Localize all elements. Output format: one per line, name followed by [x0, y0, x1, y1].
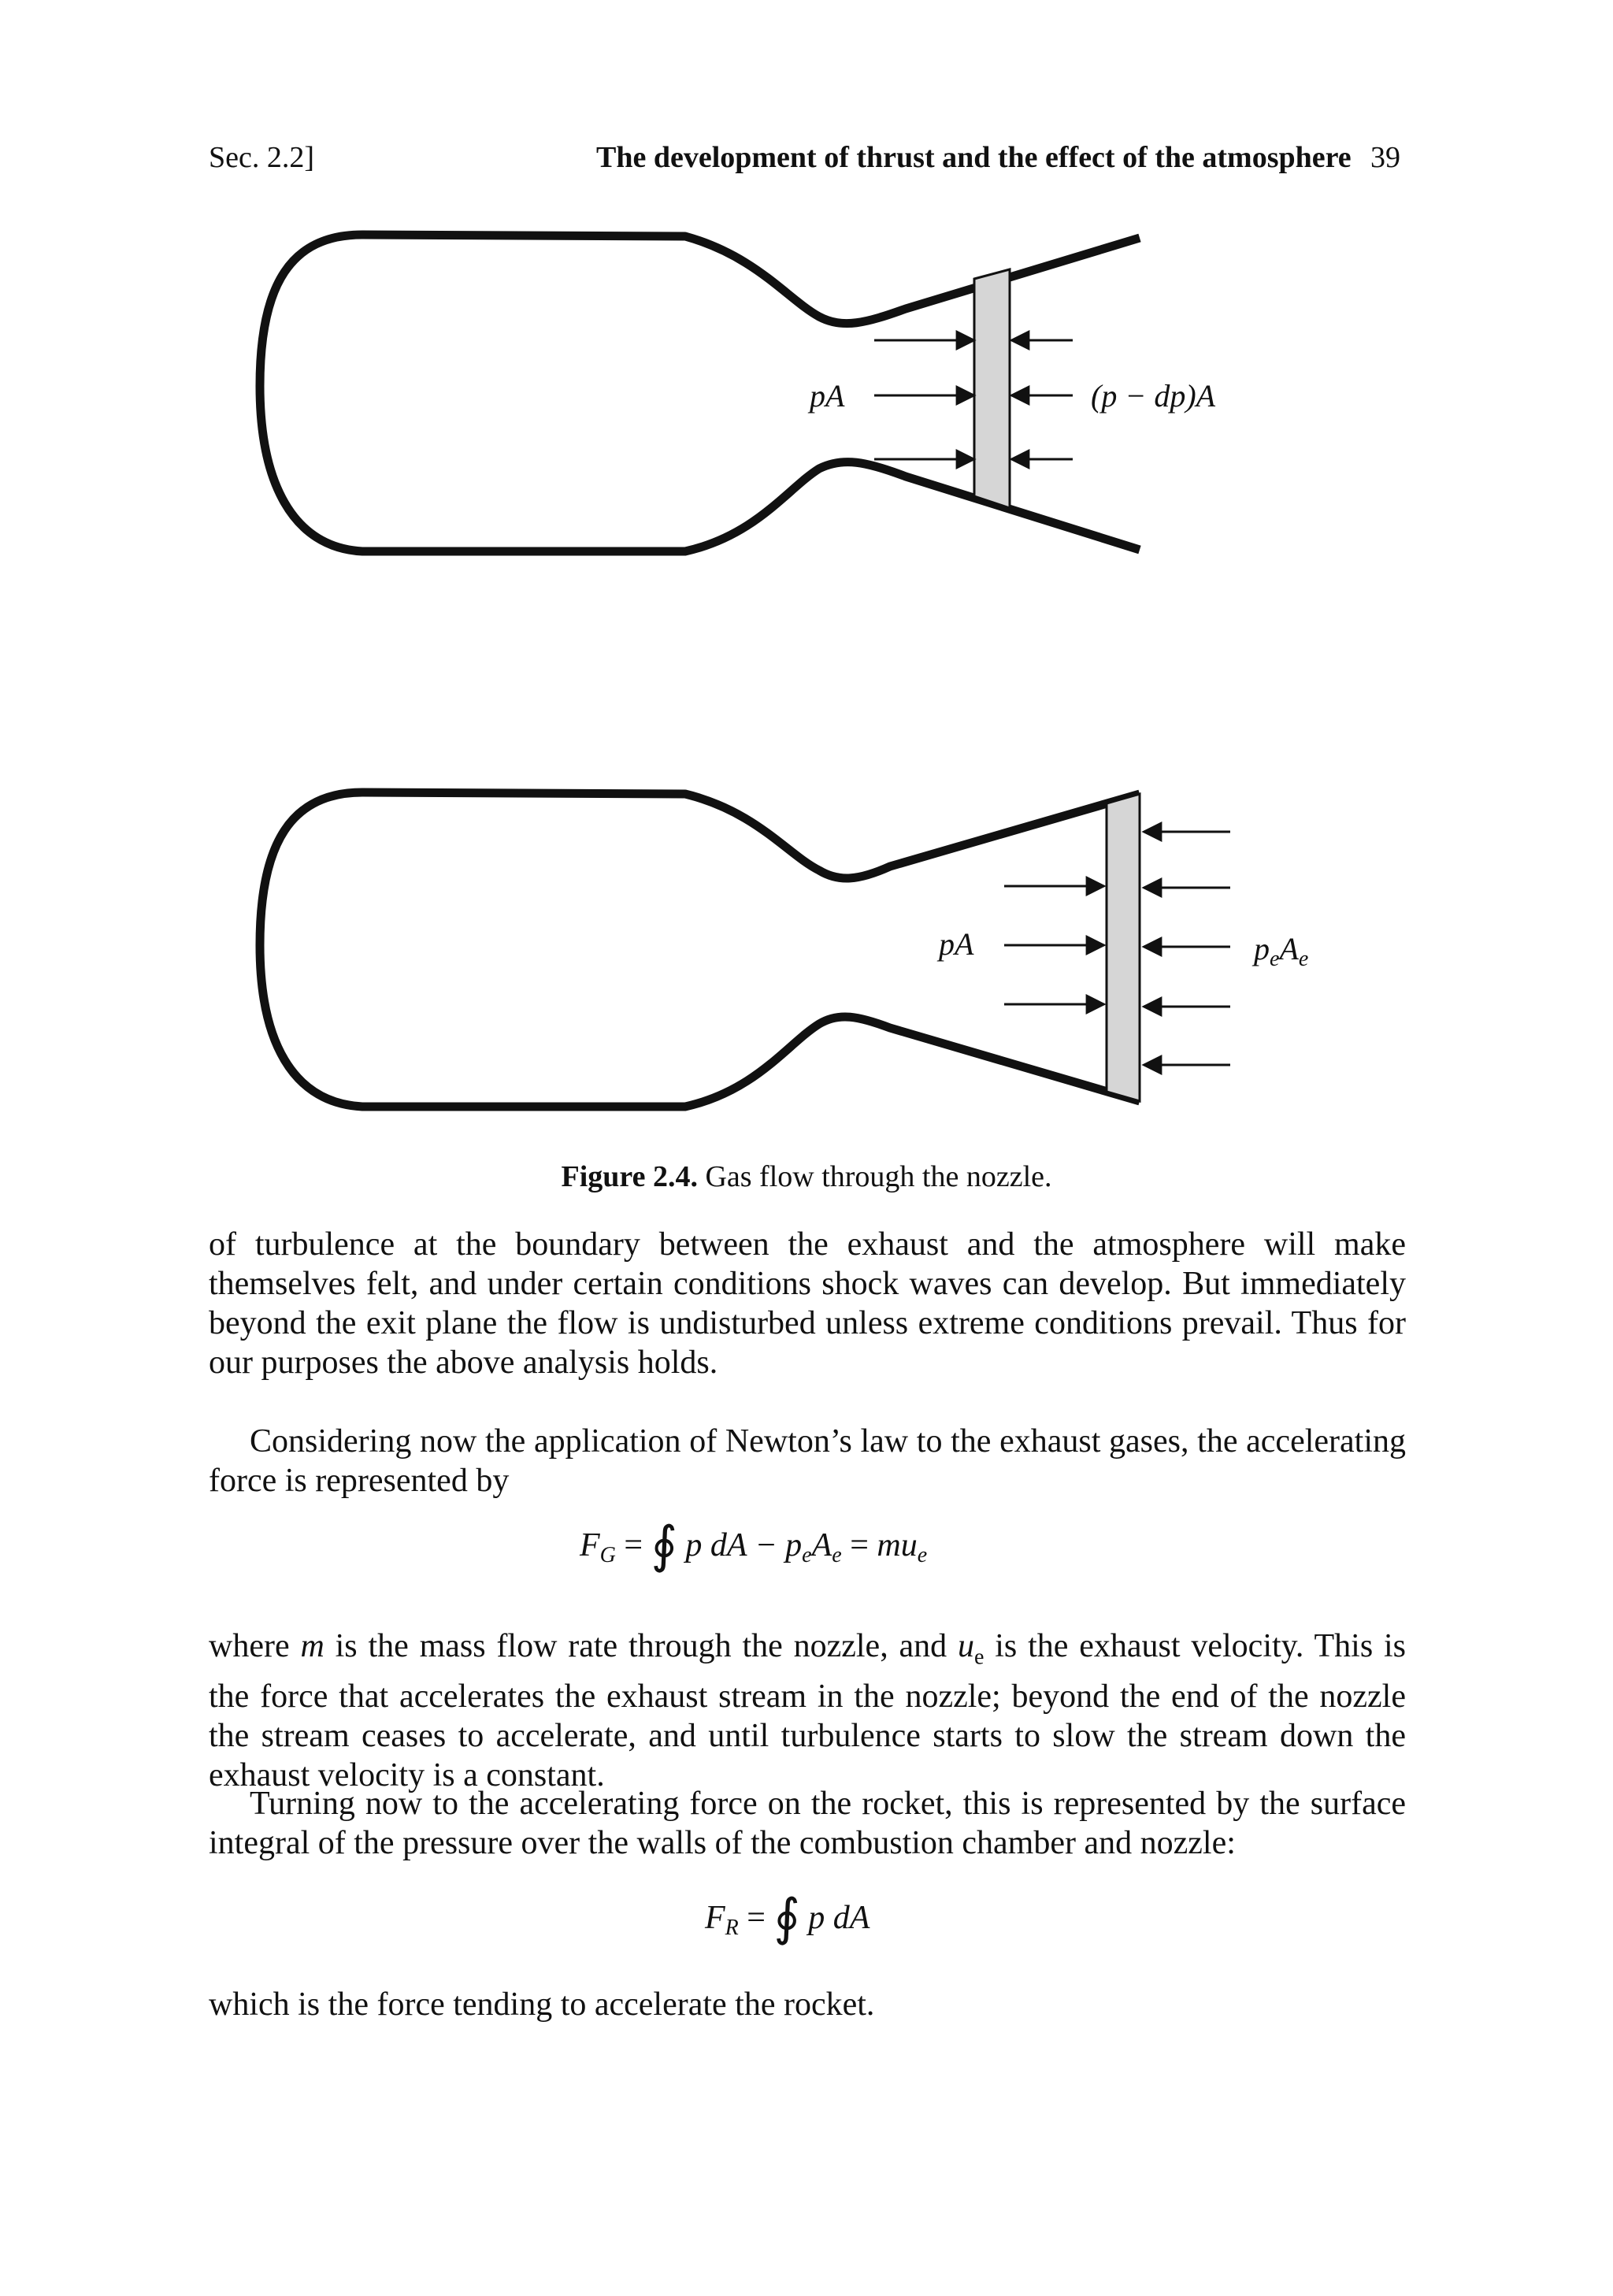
paragraph-2: [209, 1422, 1406, 1500]
top-nozzle-diagram: [260, 235, 1216, 551]
bottom-nozzle-diagram: [260, 792, 1308, 1107]
paragraph-3: [209, 1626, 1406, 1795]
contour-integral-symbol-2: ∮: [773, 1890, 800, 1945]
paragraph-5: [209, 1985, 1406, 2024]
running-header-section: Sec. 2.2]: [209, 141, 315, 174]
bottom-label-peAe: $p_eA_e$: [1254, 931, 1309, 971]
equation-thrust-rocket: $F_R$ = ∮ p dA: [705, 1890, 870, 1945]
paragraph-2-text: Considering now the application of Newton’s law to the exhaust gases, the accelerating force is represented by: [209, 1423, 1406, 1499]
bottom-exit-plane-volume: [1107, 794, 1140, 1101]
paragraph-5-text: which is the force tending to accelerate the rocket.: [209, 1986, 875, 2023]
equation-thrust-gas: $F_G$ = ∮ p dA − $p_eA_e = mu_e$: [580, 1517, 928, 1573]
paragraph-1: [209, 1225, 1406, 1382]
top-label-pA: pA: [810, 378, 845, 414]
paragraph-1-text: of turbulence at the boundary between the exhaust and the atmosphere will make themselves felt, and under certain conditions shock waves can develop. But immediately beyond the exit plane the flow is undisturbed unless extreme conditions prevail. Thus for our purposes the above analysis holds.: [209, 1226, 1406, 1381]
top-control-volume: [974, 269, 1010, 508]
running-header-title: The development of thrust and the effect of the atmosphere: [596, 141, 1352, 174]
bottom-label-pA: pA: [939, 926, 974, 962]
page-number: 39: [1370, 141, 1400, 174]
contour-integral-symbol: ∮: [651, 1517, 677, 1573]
top-label-p-minus-dp-A: (p − dp)A: [1091, 378, 1216, 414]
paragraph-3-text: where m is the mass flow rate through the nozzle, and $u_e$ is the exhaust velocity. This is the force that accelerates the exhaust stream in the nozzle; beyond the end of the nozzle the stream ceases to accelerate, and until turbulence starts to slow the stream down the exhaust velocity is a constant.: [209, 1628, 1407, 1794]
figure-caption: [0, 1158, 1613, 1196]
paragraph-4-text: Turning now to the accelerating force on the rocket, this is represented by the surface integral of the pressure over the walls of the combustion chamber and nozzle:: [209, 1786, 1406, 1861]
figure-caption-label: Figure 2.4.: [561, 1160, 698, 1193]
paragraph-4: [209, 1784, 1406, 1863]
bottom-nozzle-wall: [260, 792, 1140, 1107]
figure-caption-text: Gas flow through the nozzle.: [705, 1160, 1052, 1193]
